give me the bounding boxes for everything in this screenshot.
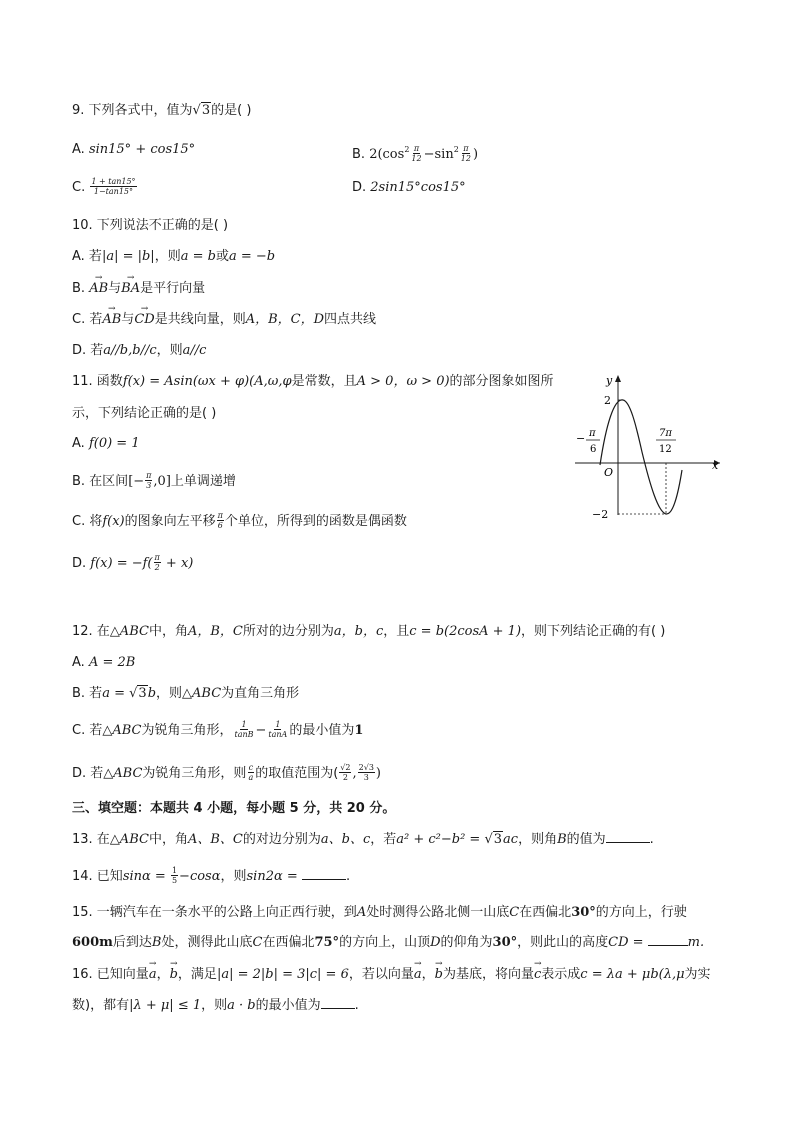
q15-blank[interactable]: [648, 933, 688, 946]
graph-left-num: π: [589, 428, 596, 439]
graph-y-min: −2: [592, 508, 609, 521]
section-heading: 三、填空题：本题共 4 小题，每小题 5 分，共 20 分。: [72, 801, 396, 816]
graph-left-sign: −: [576, 432, 586, 445]
q16-blank[interactable]: [321, 996, 355, 1009]
q14-blank[interactable]: [302, 867, 346, 880]
q11-option-a: A. f(0) = 1: [72, 436, 140, 451]
q9-option-b: B. $2(\cos^2$ $\frac{\pi}{12}$ $-\sin^2$ $\frac{\pi}{12}$ ): [352, 144, 479, 163]
q11-stem-cont: 示，下列结论正确的是( ): [72, 406, 217, 421]
q10-option-d: D. 若a//b,b//c，则a//c: [72, 343, 207, 358]
q11-option-d: D. f(x) = −f( $\frac{\pi}{2}$ + x): [72, 553, 194, 572]
graph-right-num: 7π: [659, 428, 672, 439]
sine-curve: [600, 400, 682, 514]
q9-option-c: C. $\frac{1 + \tan 15^\circ}{1-\tan 15^\circ}$: [72, 177, 136, 196]
q16-line2: 数)，都有|λ + μ| ≤ 1，则a · b的最小值为 .: [72, 998, 359, 1013]
q10-option-a: A. 若|a| = |b|，则a = b或a = −b: [72, 249, 276, 264]
q11-stem: 11. 函数f(x) = Asin(ωx + φ)(A,ω,φ是常数，且A > 0，ω > 0)的部分图象如图所: [72, 374, 554, 389]
q12-option-a: A. A = 2B: [72, 655, 136, 670]
q14: 14. 已知sinα = $\frac{1}{5}$ −cosα，则sin2α = .: [72, 866, 351, 885]
q15-line2: 600m后到达B处，测得此山底C在西偏北75°的方向上，山顶D的仰角为30°，则此山的高度CD = m.: [72, 935, 705, 950]
q11-option-c: C. 将f(x)的图象向左平移 $\frac{\pi}{6}$ 个单位，所得到的函数是偶函数: [72, 511, 407, 530]
q9-option-d: D. 2sin15°cos15°: [352, 180, 466, 195]
q9-stem: 9. 下列各式中，值为√3的是( ): [72, 103, 252, 118]
q10-option-b: B. → AB与→ BA是平行向量: [72, 279, 205, 299]
q10-option-c: C. 若→ AB与→ CD是共线向量，则A，B，C，D四点共线: [72, 310, 376, 330]
q13: 13. 在△ABC中，角A、B、C的对边分别为a、b、c，若a² + c²−b² = √3ac，则角B的值为 .: [72, 832, 654, 847]
q12-option-d: D. 若△ABC为锐角三角形，则 $\frac{c}{a}$ 的取值范围为( $\frac{√2}{2}$ , $\frac{2√3}{3}$ ): [72, 763, 381, 782]
q12-option-b: B. 若a = √3b，则△ABC为直角三角形: [72, 686, 300, 701]
q16-line1: 16. 已知向量→ a，→ b，满足|a| = 2|b| = 3|c| = 6，若以向量→ a，→ b为基底，将向量→ c表示成c = λa + μb(λ,μ为实: [72, 965, 711, 985]
graph-origin: O: [604, 466, 614, 479]
q10-stem: 10. 下列说法不正确的是( ): [72, 218, 229, 233]
q11-option-b: B. 在区间[− $\frac{\pi}{3}$ ,0]上单调递增: [72, 471, 236, 490]
graph-y-max: 2: [604, 394, 611, 407]
q12-stem: 12. 在△ABC中，角A，B，C所对的边分别为a，b，c，且c = b(2cosA + 1)，则下列结论正确的有( ): [72, 624, 666, 639]
q15-line1: 15. 一辆汽车在一条水平的公路上向正西行驶，到A处时测得公路北侧一山底C在西偏北30°的方向上，行驶: [72, 905, 687, 920]
graph-x-label: x: [712, 459, 719, 472]
q13-blank[interactable]: [606, 830, 650, 843]
graph-right-den: 12: [659, 444, 672, 455]
q11-sine-graph: [570, 370, 730, 530]
graph-left-den: 6: [590, 444, 597, 455]
q9-option-a: A. sin15° + cos15°: [72, 142, 196, 157]
graph-y-label: y: [606, 374, 613, 387]
q12-option-c: C. 若△ABC为锐角三角形， $\frac{1}{\tan B}$ − $\frac{1}{\tan A}$ 的最小值为1: [72, 720, 364, 739]
